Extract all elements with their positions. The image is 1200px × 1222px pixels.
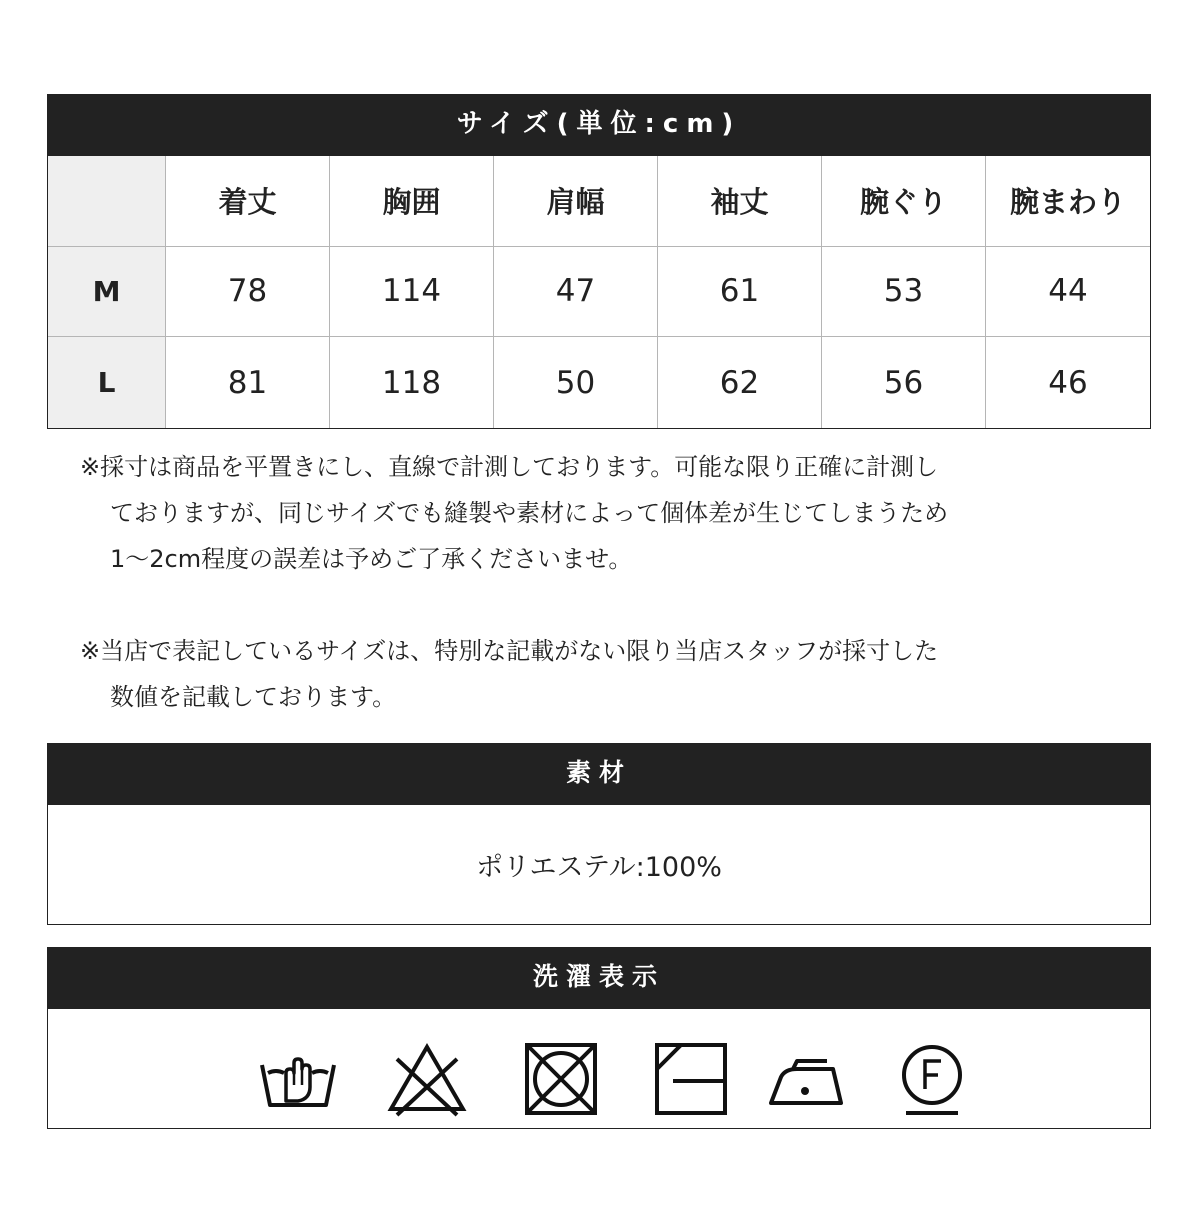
care-icons-box [47,1009,1151,1129]
table-cell: 114 [330,247,494,338]
table-cell: 47 [494,247,658,338]
no-bleach-icon [387,1039,467,1119]
column-header: 腕ぐり [822,156,986,247]
row-label: M [48,247,166,338]
iron-low-icon [767,1039,847,1119]
size-label-note [80,628,1170,720]
dry-clean-f-icon [892,1039,972,1119]
note-line: ※採寸は商品を平置きにし、直線で計測しております。可能な限り正確に計測し [80,453,939,481]
table-cell: 56 [822,337,986,428]
table-cell: 61 [658,247,822,338]
table-corner-cell [48,156,166,247]
column-header: 袖丈 [658,156,822,247]
column-header: 肩幅 [494,156,658,247]
row-label: L [48,337,166,428]
size-table [47,156,1151,429]
table-cell: 78 [166,247,330,338]
note-line: 数値を記載しております。 [110,683,397,711]
column-header: 腕まわり [986,156,1150,247]
table-cell: 50 [494,337,658,428]
table-cell: 46 [1048,364,1088,401]
table-cell: 81 [166,337,330,428]
line-dry-shade-icon [651,1039,731,1119]
note-line: ※当店で表記しているサイズは、特別な記載がない限り当店スタッフが採寸した [80,637,939,665]
column-header: 胸囲 [330,156,494,247]
note-line: ておりますが、同じサイズでも縫製や素材によって個体差が生じてしまうため [110,499,949,527]
size-section-title: サイズ(単位:cm) [47,94,1151,156]
column-header: 着丈 [166,156,330,247]
hand-wash-icon [258,1039,338,1119]
table-cell: 44 [986,247,1150,338]
material-box [47,805,1151,925]
table-cell: 118 [330,337,494,428]
material-text: ポリエステル:100% [476,852,722,883]
table-cell: 62 [658,337,822,428]
material-section-title: 素材 [47,743,1151,805]
table-cell: 53 [822,247,986,338]
measurement-note [80,444,1170,582]
note-line: 1〜2cm程度の誤差は予めご了承くださいませ。 [110,545,633,573]
no-tumble-dry-icon [521,1039,601,1119]
care-section-title: 洗濯表示 [47,947,1151,1009]
